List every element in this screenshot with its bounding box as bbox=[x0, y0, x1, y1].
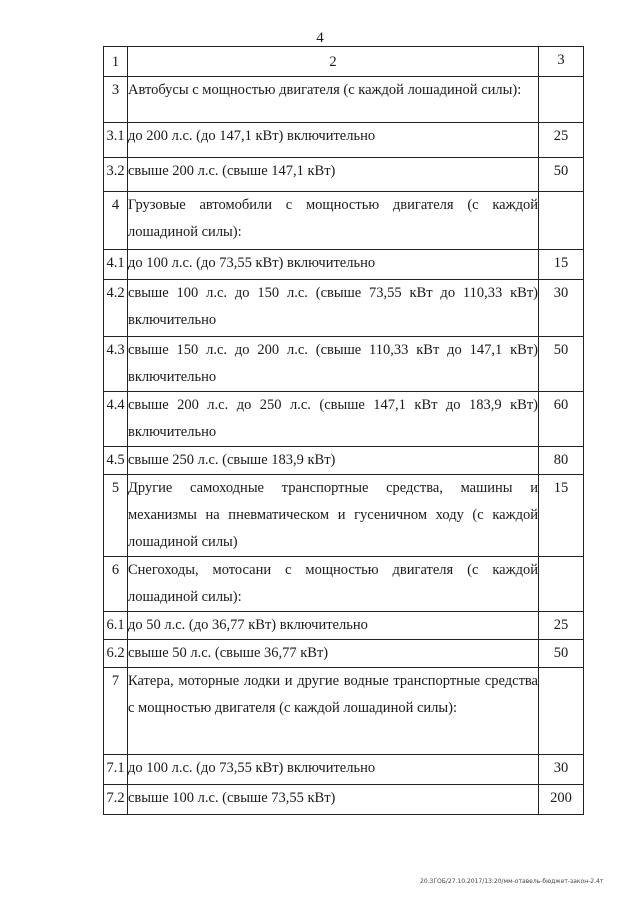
row-number: 6.1 bbox=[104, 612, 128, 640]
row-number: 3 bbox=[104, 77, 128, 123]
row-rate: 200 bbox=[539, 785, 584, 815]
table-row bbox=[104, 785, 584, 815]
row-rate: 15 bbox=[539, 250, 584, 280]
row-description: Другие самоходные транспортные средства, машины и механизмы на пневматическом и гусеничном ходу (с каждой лошадиной силы) bbox=[128, 475, 539, 557]
table-row bbox=[104, 250, 584, 280]
row-number: 7.1 bbox=[104, 755, 128, 785]
table-row bbox=[104, 447, 584, 475]
row-rate: 80 bbox=[539, 447, 584, 475]
document-footer-stamp: 20.3ГОБ/27.10.2017/13:20/мм-отавель-бюджет-закон-2.4т bbox=[420, 878, 604, 885]
row-description: до 50 л.с. (до 36,77 кВт) включительно bbox=[128, 612, 539, 640]
table-row bbox=[104, 280, 584, 337]
table-row bbox=[104, 77, 584, 123]
row-number: 7.2 bbox=[104, 785, 128, 815]
row-description: до 100 л.с. (до 73,55 кВт) включительно bbox=[128, 250, 539, 280]
row-description: свыше 200 л.с. (свыше 147,1 кВт) bbox=[128, 158, 539, 192]
page-number: 4 bbox=[316, 30, 324, 46]
row-rate: 25 bbox=[539, 123, 584, 158]
row-rate bbox=[539, 557, 584, 612]
table-row bbox=[104, 668, 584, 755]
row-rate: 30 bbox=[539, 755, 584, 785]
row-description: Автобусы с мощностью двигателя (с каждой лошадиной силы): bbox=[128, 77, 539, 123]
row-number: 3.1 bbox=[104, 123, 128, 158]
row-rate bbox=[539, 668, 584, 755]
table-row bbox=[104, 123, 584, 158]
table-row bbox=[104, 557, 584, 612]
header-cell-rate: 3 bbox=[539, 47, 584, 77]
table-row bbox=[104, 337, 584, 392]
row-description: свыше 150 л.с. до 200 л.с. (свыше 110,33 кВт до 147,1 кВт) включительно bbox=[128, 337, 539, 392]
table-row bbox=[104, 640, 584, 668]
table-row bbox=[104, 475, 584, 557]
table-row bbox=[104, 192, 584, 250]
table-row bbox=[104, 158, 584, 192]
row-description: свыше 50 л.с. (свыше 36,77 кВт) bbox=[128, 640, 539, 668]
row-rate: 60 bbox=[539, 392, 584, 447]
header-cell-description: 2 bbox=[128, 47, 539, 77]
row-number: 4.5 bbox=[104, 447, 128, 475]
row-description: Катера, моторные лодки и другие водные транспортные средства с мощностью двигателя (с каждой лошадиной силы): bbox=[128, 668, 539, 755]
row-description: Грузовые автомобили с мощностью двигателя (с каждой лошадиной силы): bbox=[128, 192, 539, 250]
row-rate: 50 bbox=[539, 337, 584, 392]
table-header-row bbox=[104, 47, 584, 77]
row-rate: 30 bbox=[539, 280, 584, 337]
row-description: до 200 л.с. (до 147,1 кВт) включительно bbox=[128, 123, 539, 158]
table-row bbox=[104, 612, 584, 640]
row-number: 4 bbox=[104, 192, 128, 250]
row-number: 5 bbox=[104, 475, 128, 557]
row-description: до 100 л.с. (до 73,55 кВт) включительно bbox=[128, 755, 539, 785]
row-number: 4.3 bbox=[104, 337, 128, 392]
row-rate bbox=[539, 192, 584, 250]
header-cell-number: 1 bbox=[104, 47, 128, 77]
row-description: свыше 250 л.с. (свыше 183,9 кВт) bbox=[128, 447, 539, 475]
tax-rate-table-body bbox=[104, 47, 584, 815]
row-rate bbox=[539, 77, 584, 123]
row-number: 3.2 bbox=[104, 158, 128, 192]
row-number: 4.2 bbox=[104, 280, 128, 337]
row-rate: 15 bbox=[539, 475, 584, 557]
row-rate: 50 bbox=[539, 158, 584, 192]
row-number: 6.2 bbox=[104, 640, 128, 668]
row-description: свыше 100 л.с. до 150 л.с. (свыше 73,55 кВт до 110,33 кВт) включительно bbox=[128, 280, 539, 337]
table-row bbox=[104, 755, 584, 785]
row-description: свыше 100 л.с. (свыше 73,55 кВт) bbox=[128, 785, 539, 815]
row-rate: 50 bbox=[539, 640, 584, 668]
row-number: 4.1 bbox=[104, 250, 128, 280]
row-rate: 25 bbox=[539, 612, 584, 640]
row-number: 4.4 bbox=[104, 392, 128, 447]
row-number: 6 bbox=[104, 557, 128, 612]
row-description: свыше 200 л.с. до 250 л.с. (свыше 147,1 кВт до 183,9 кВт) включительно bbox=[128, 392, 539, 447]
table-row bbox=[104, 392, 584, 447]
row-description: Снегоходы, мотосани с мощностью двигателя (с каждой лошадиной силы): bbox=[128, 557, 539, 612]
tax-rate-table bbox=[103, 46, 584, 815]
row-number: 7 bbox=[104, 668, 128, 755]
